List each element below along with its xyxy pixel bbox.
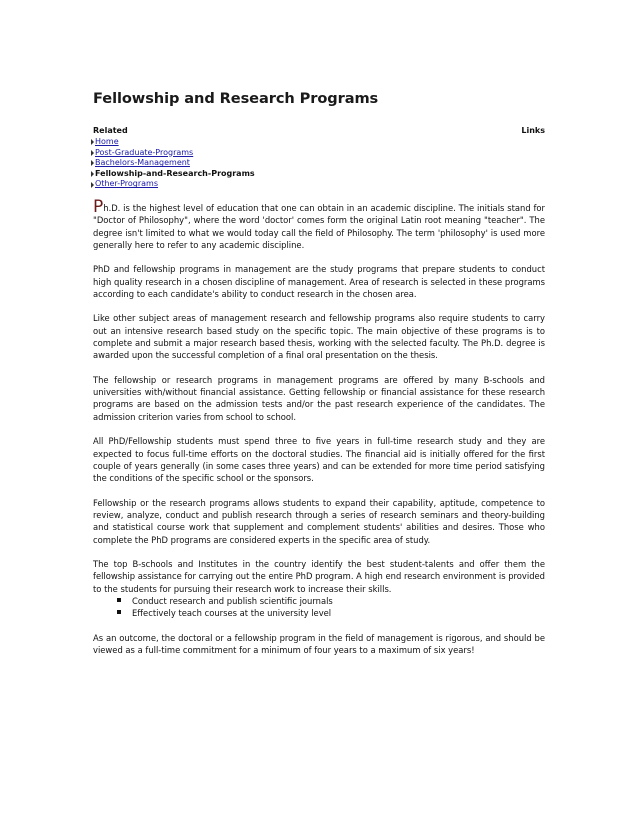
paragraph: Like other subject areas of management research and fellowship programs also require students to carry out an intensive research based study on the specific topic. The main objective of these programs is to complete and submit a major research based thesis, working with the selected faculty. The Ph.D. degree is awarded upon the successful completion of a final oral presentation on the thesis. bbox=[93, 313, 545, 361]
article-body bbox=[93, 197, 545, 668]
paragraph: PhD and fellowship programs in management are the study programs that prepare students to conduct high quality research in a chosen discipline of management. Area of research is selected in these programs according to each candidate's ability to conduct research in the chosen area. bbox=[93, 264, 545, 300]
drop-cap: P bbox=[93, 197, 104, 217]
link-home[interactable]: Home bbox=[95, 137, 119, 146]
triangle-right-icon bbox=[91, 182, 94, 188]
list-item bbox=[91, 158, 255, 169]
bullet-item: Effectively teach courses at the university level bbox=[93, 607, 545, 619]
current-page-label: Fellowship-and-Research-Programs bbox=[95, 168, 255, 178]
bullet-item: Conduct research and publish scientific journals bbox=[93, 595, 545, 607]
link-post-graduate-programs[interactable]: Post-Graduate-Programs bbox=[95, 147, 194, 157]
list-item bbox=[91, 137, 255, 148]
related-label: Related bbox=[93, 126, 128, 135]
triangle-right-icon bbox=[91, 171, 94, 177]
intro-text: h.D. is the highest level of education that one can obtain in an academic discipline. The initials stand for "Doctor of Philosophy", where the word 'doctor' comes form the original Latin root meaning "teacher". The degree isn't limited to what we would today call the field of Philosophy. The term 'philosophy' is used more generally here to refer to any academic discipline. bbox=[93, 203, 545, 251]
paragraph: Fellowship or the research programs allows students to expand their capability, aptitude, competence to review, analyze, conduct and publish research through a series of research seminars and theory-building and statistical course work that supplement and complement students' abilities and desires. Those who complete the PhD programs are considered experts in the specific area of study. bbox=[93, 497, 545, 545]
intro-paragraph bbox=[93, 197, 545, 251]
paragraph: The top B-schools and Institutes in the country identify the best student-talents and offer them the fellowship assistance for carrying out the entire PhD program. A high end research environment is provided to the students for pursuing their research work to increase their skills. bbox=[93, 558, 545, 594]
triangle-right-icon bbox=[91, 150, 94, 156]
triangle-right-icon bbox=[91, 139, 94, 145]
paragraph: The fellowship or research programs in management programs are offered by many B-schools and universities with/without financial assistance. Getting fellowship or financial assistance for these research programs are based on the admission tests and/or the past research experience of the candidates. The admission criterion varies from school to school. bbox=[93, 374, 545, 422]
links-label: Links bbox=[521, 126, 545, 135]
link-bachelors-management[interactable]: Bachelors-Management bbox=[95, 158, 190, 168]
list-item bbox=[91, 148, 255, 159]
link-other-programs[interactable]: Other-Programs bbox=[95, 179, 159, 189]
list-item bbox=[91, 169, 255, 180]
triangle-right-icon bbox=[91, 160, 94, 166]
related-links-header bbox=[93, 126, 545, 136]
page-title: Fellowship and Research Programs bbox=[93, 90, 379, 107]
related-links-list bbox=[91, 137, 255, 190]
list-item bbox=[91, 179, 255, 190]
bullet-list bbox=[93, 595, 545, 620]
paragraph: All PhD/Fellowship students must spend three to five years in full-time research study and they are expected to focus full-time efforts on the doctoral studies. The financial aid is initially offered for the first couple of years generally (in some cases three years) and can be extended for more time period satisfying the conditions of the specific school or the sponsors. bbox=[93, 436, 545, 484]
closing-paragraph: As an outcome, the doctoral or a fellowship program in the field of management is rigorous, and should be viewed as a full-time commitment for a minimum of four years to a maximum of six years! bbox=[93, 632, 545, 655]
